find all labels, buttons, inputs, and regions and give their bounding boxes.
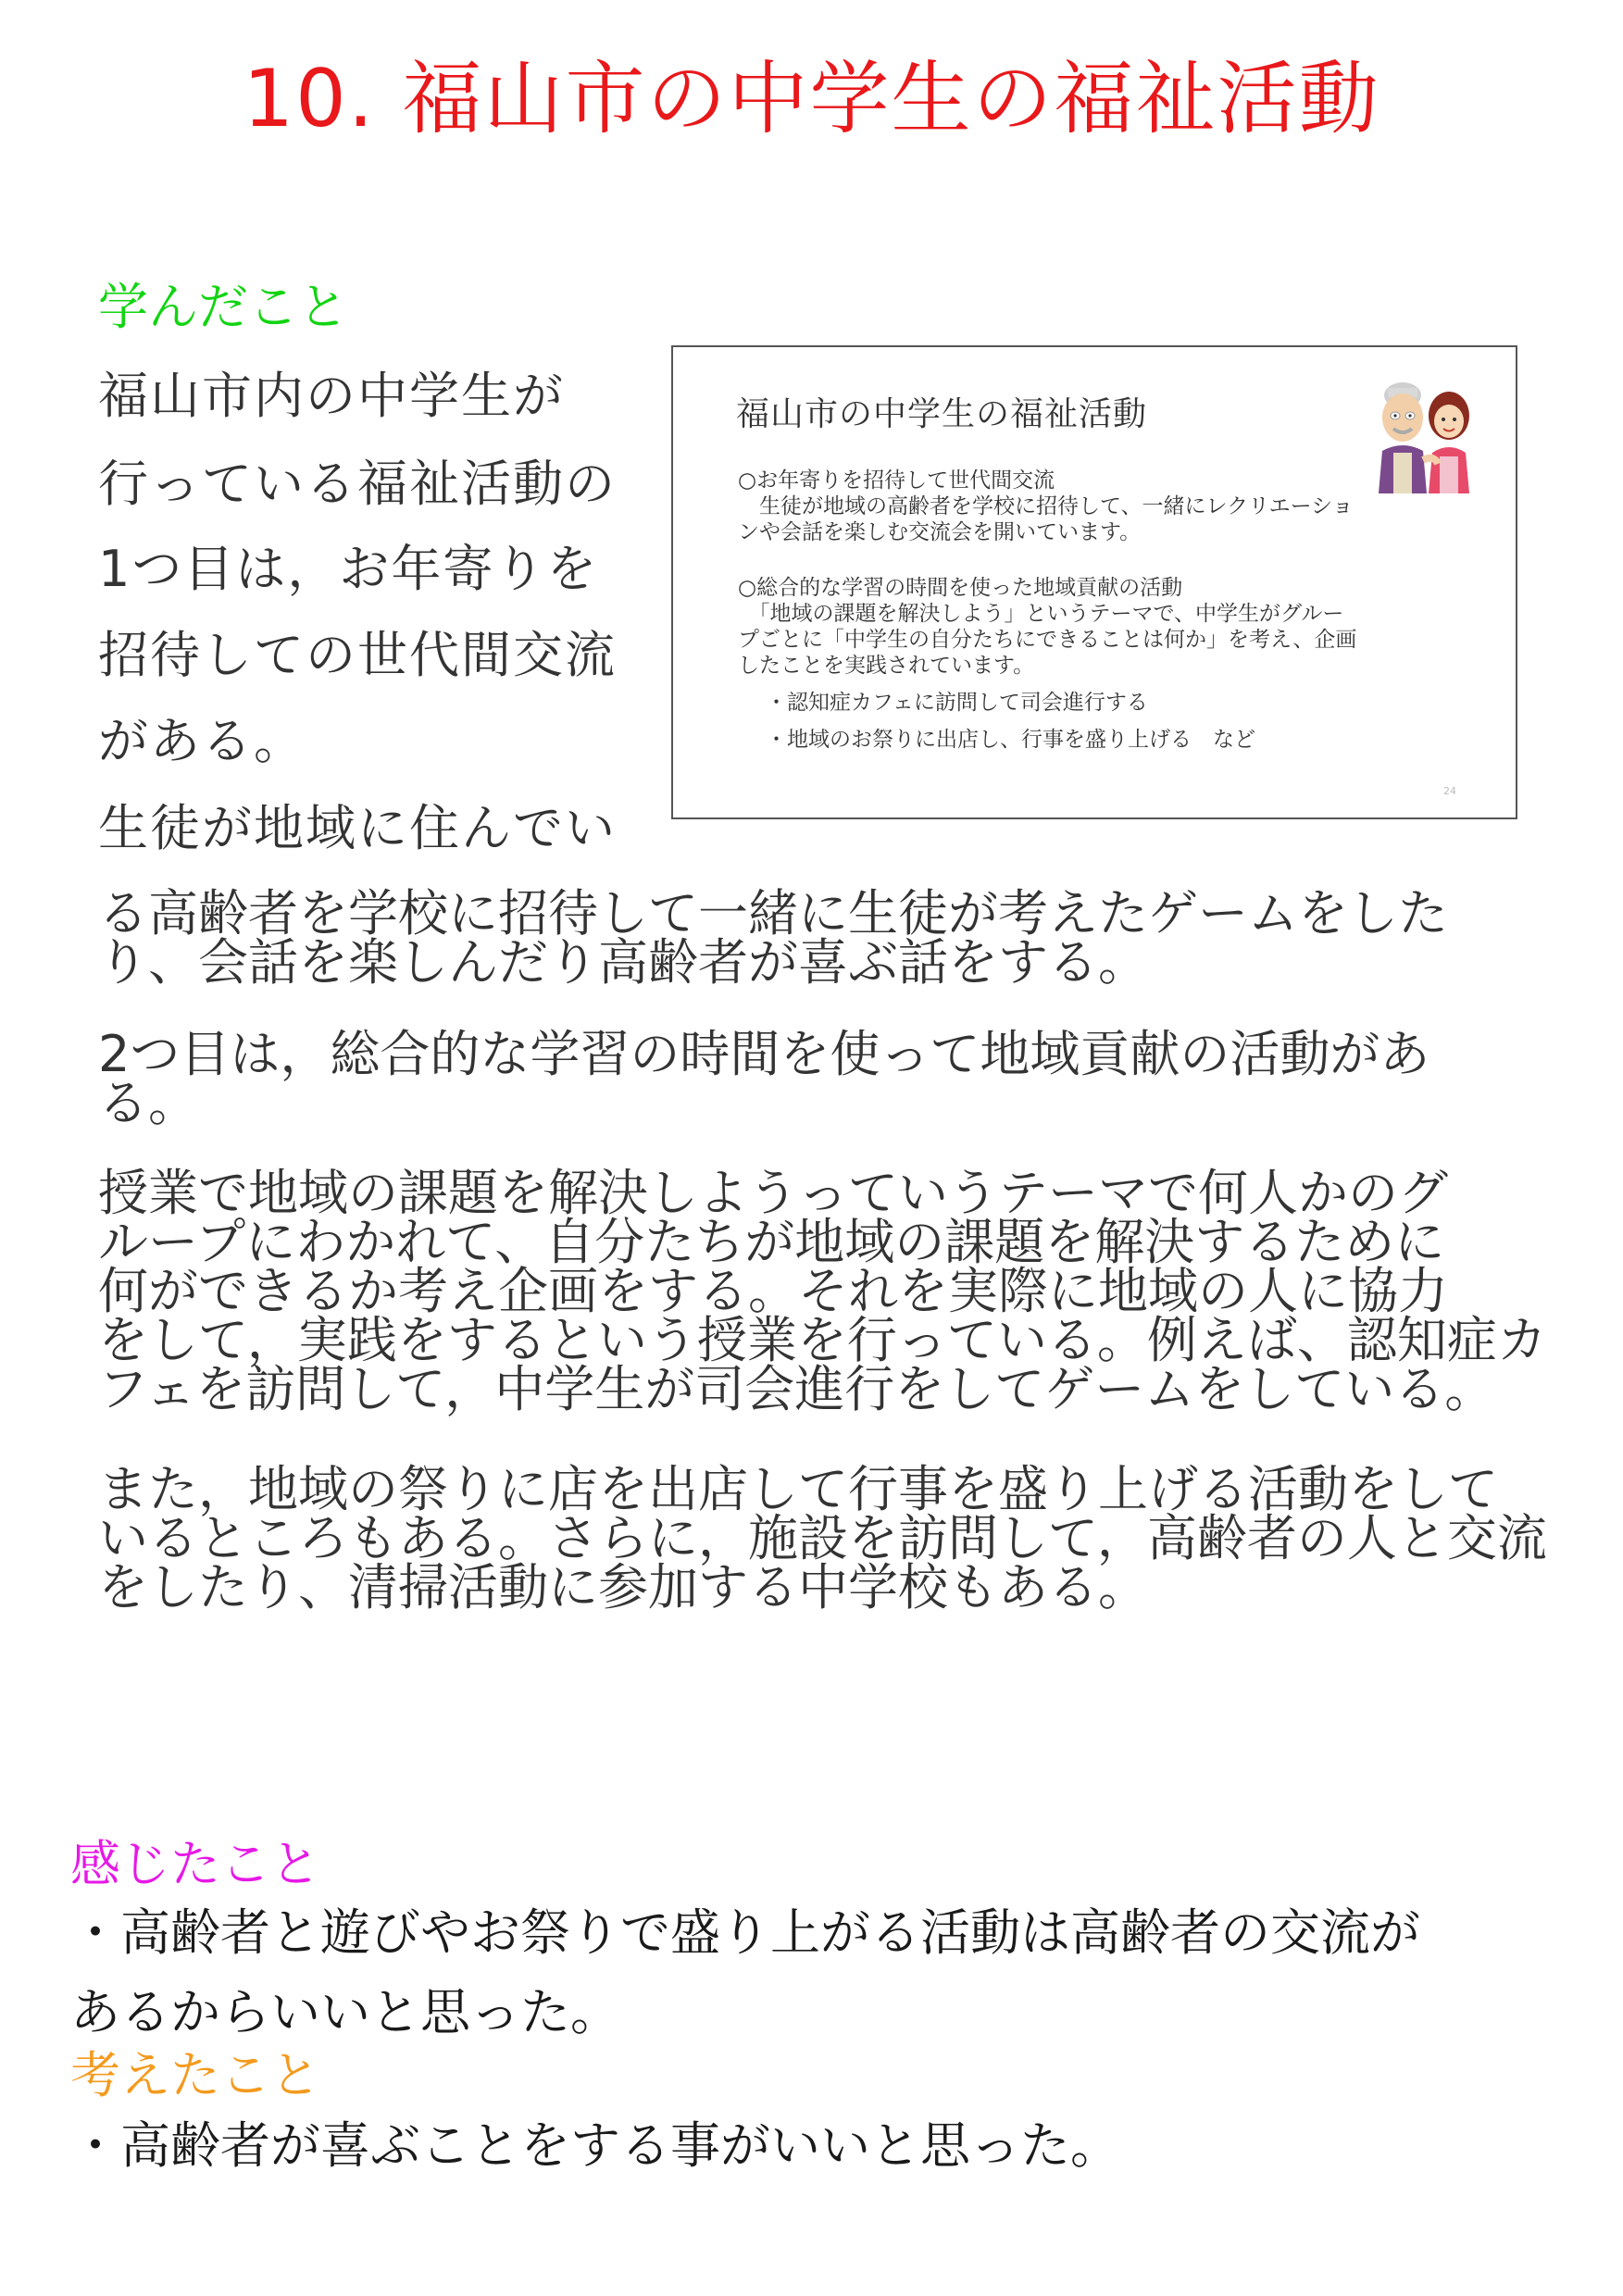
text-line: また，地域の祭りに店を出店して行事を盛り上げる活動をして (98, 1460, 1498, 1518)
learned-paragraph-3 (98, 1164, 1547, 1418)
text-line: ループにわかれて、自分たちが地域の課題を解決するために (98, 1213, 1445, 1271)
intro-line: がある。 (98, 712, 306, 770)
slide-section-heading: ○お年寄りを招待して世代間交流 (738, 468, 1055, 493)
text-line: 2つ目は，総合的な学習の時間を使って地域貢献の活動があ (98, 1025, 1430, 1083)
text-line: フェを訪問して，中学生が司会進行をしてゲームをしている。 (98, 1360, 1495, 1418)
intro-line: 招待しての世代間交流 (98, 626, 617, 684)
slide-bullet: ・地域のお祭りに出店し、行事を盛り上げる など (766, 728, 1255, 752)
learned-paragraph-2 (98, 1025, 1542, 1132)
slide-text-line: 「地域の課題を解決しよう」というテーマで、中学生がグルー (738, 602, 1344, 626)
slide-text-line: プごとに「中学生の自分たちにできることは何か」を考え、企画 (738, 628, 1357, 652)
thought-line: ・高齢者が喜ぶことをする事がいいと思った。 (70, 2116, 1120, 2175)
slide-image (671, 345, 1517, 819)
slide-text-line: したことを実践されています。 (738, 654, 1035, 678)
felt-heading: 感じたこと (70, 1835, 320, 1893)
slide-text-line: ンや会話を楽しむ交流会を開いています。 (738, 520, 1142, 544)
slide-section-heading: ○総合的な学習の時間を使った地域貢献の活動 (738, 576, 1183, 600)
slide-bullet: ・認知症カフェに訪問して司会進行する (766, 691, 1148, 715)
intro-line: 生徒が地域に住んでい (98, 799, 617, 857)
page-title: 10. 福山市の中学生の福祉活動 (243, 53, 1380, 145)
text-line: いるところもある。さらに，施設を訪問して，高齢者の人と交流 (98, 1509, 1547, 1567)
learned-paragraph-4 (98, 1460, 1547, 1616)
learned-paragraph-1 (98, 884, 1542, 992)
intro-line: 1つ目は，お年寄りを (98, 540, 599, 598)
intro-line: 行っている福祉活動の (98, 455, 617, 513)
text-line: 何ができるか考え企画をする。それを実際に地域の人に協力 (98, 1262, 1448, 1320)
slide-text-line: 生徒が地域の高齢者を学校に招待して、一緒にレクリエーショ (738, 494, 1354, 518)
thought-heading: 考えたこと (70, 2046, 320, 2104)
text-line: をしたり、清掃活動に参加する中学校もある。 (98, 1558, 1148, 1616)
learned-heading: 学んだこと (98, 278, 348, 336)
text-line: る高齢者を学校に招待して一緒に生徒が考えたゲームをした (98, 884, 1448, 942)
text-line: り、会話を楽しんだり高齢者が喜ぶ話をする。 (98, 933, 1148, 992)
elderly-couple-illustration (1360, 368, 1480, 493)
felt-line: あるからいいと思った。 (70, 1983, 620, 2041)
felt-line: ・高齢者と遊びやお祭りで盛り上がる活動は高齢者の交流が (70, 1903, 1420, 1962)
text-line: る。 (98, 1074, 198, 1132)
text-line: 授業で地域の課題を解決しようっていうテーマで何人かのグ (98, 1164, 1448, 1222)
slide-title: 福山市の中学生の福祉活動 (736, 395, 1148, 433)
intro-line: 福山市内の中学生が (98, 367, 565, 425)
text-line: をして，実践をするという授業を行っている。例えば、認知症カ (98, 1311, 1547, 1369)
slide-page-number: 24 (1443, 785, 1456, 797)
